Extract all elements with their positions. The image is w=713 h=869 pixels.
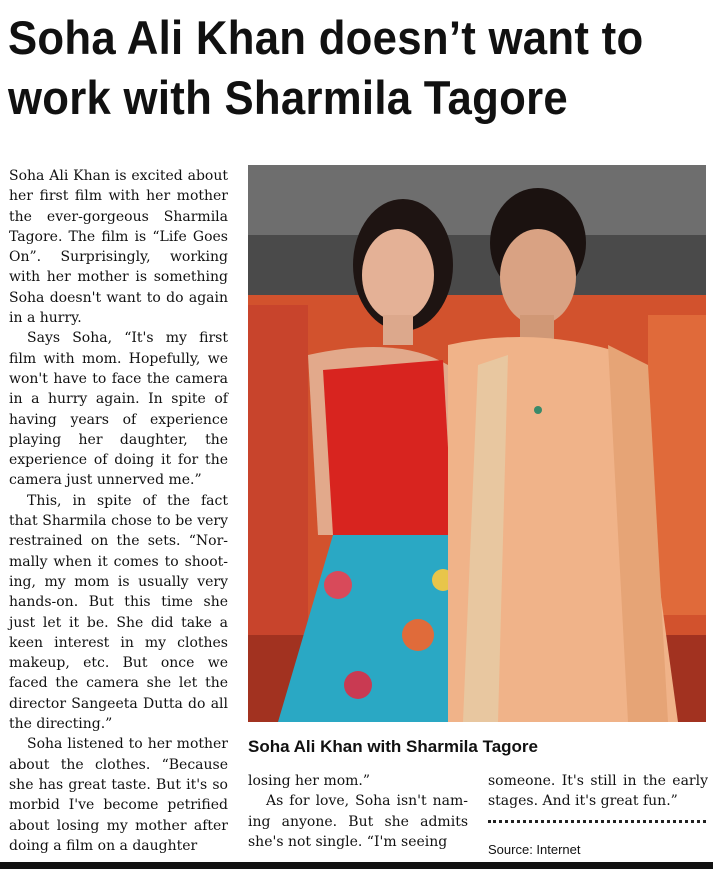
paragraph: Soha listened to her mother about the clothes. “Because she has great taste. But it's so morbid I've become petrified about losing my mother after doing a film on a daughter bbox=[9, 736, 228, 854]
photo-illustration bbox=[248, 165, 706, 722]
article-column-1 bbox=[9, 166, 228, 856]
paragraph: losing her mom.” bbox=[248, 773, 371, 789]
article-column-2 bbox=[248, 771, 468, 852]
source-credit: Source: Internet bbox=[488, 842, 581, 857]
photo-caption: Soha Ali Khan with Sharmila Tagore bbox=[248, 737, 538, 756]
bottom-rule bbox=[0, 862, 713, 869]
headline-line-1: Soha Ali Khan doesn’t want to bbox=[8, 11, 644, 64]
article-column-3 bbox=[488, 771, 708, 812]
photo bbox=[248, 165, 706, 722]
paragraph: This, in spite of the fact that Sharmila chose to be very restrained on the sets. “Nor-mally when it comes to shoot-ing, my mom is usually very hands-on. But this time she just let it be. She did take a keen interest in my clothes makeup, etc. But once we faced the camera she let the director Sangeeta Dutta do all the directing.” bbox=[9, 492, 228, 733]
paragraph: As for love, Soha isn't nam-ing anyone. But she admits she's not single. “I'm seeing bbox=[248, 793, 468, 850]
headline bbox=[8, 8, 659, 128]
paragraph: someone. It's still in the early stages. And it's great fun.” bbox=[488, 773, 708, 810]
paragraph: Soha Ali Khan is excited about her first film with her mother the ever-gorgeous Sharmila Tagore. The film is “Life Goes On”. Surprisingly, working with her mother is something Soha doesn't want to do again in a hurry. bbox=[9, 168, 228, 327]
headline-line-2: work with Sharmila Tagore bbox=[8, 71, 568, 124]
paragraph: Says Soha, “It's my first film with mom. Hopefully, we won't have to face the camera in a hurry again. In spite of having years of experience playing her daughter, the experience of doing it for the camera just unnerved me.” bbox=[9, 330, 228, 489]
dotted-divider bbox=[488, 820, 706, 823]
